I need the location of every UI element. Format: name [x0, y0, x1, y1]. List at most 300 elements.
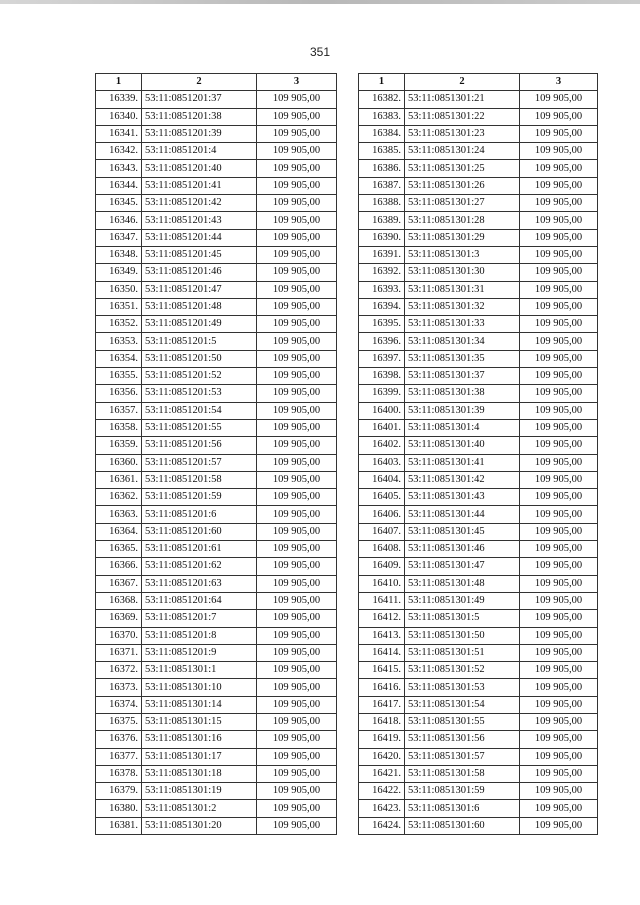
table-row — [96, 91, 337, 108]
table-row — [359, 783, 598, 800]
row-number-cell: 16372. — [96, 662, 142, 679]
left-table — [95, 73, 337, 835]
value-cell: 109 905,00 — [257, 800, 337, 817]
cadastral-number-cell: 53:11:0851201:8 — [142, 627, 257, 644]
row-number-cell: 16351. — [96, 298, 142, 315]
cadastral-number-cell: 53:11:0851301:31 — [405, 281, 520, 298]
row-number-cell: 16346. — [96, 212, 142, 229]
cadastral-number-cell: 53:11:0851301:53 — [405, 679, 520, 696]
cadastral-number-cell: 53:11:0851301:14 — [142, 696, 257, 713]
table-row — [96, 610, 337, 627]
cadastral-number-cell: 53:11:0851301:24 — [405, 143, 520, 160]
row-number-cell: 16371. — [96, 644, 142, 661]
row-number-cell: 16408. — [359, 541, 405, 558]
cadastral-number-cell: 53:11:0851301:35 — [405, 350, 520, 367]
row-number-cell: 16402. — [359, 437, 405, 454]
value-cell: 109 905,00 — [520, 454, 598, 471]
value-cell: 109 905,00 — [257, 575, 337, 592]
cadastral-number-cell: 53:11:0851201:46 — [142, 264, 257, 281]
table-row — [359, 644, 598, 661]
value-cell: 109 905,00 — [257, 229, 337, 246]
row-number-cell: 16411. — [359, 592, 405, 609]
value-cell: 109 905,00 — [257, 125, 337, 142]
row-number-cell: 16415. — [359, 662, 405, 679]
row-number-cell: 16382. — [359, 91, 405, 108]
table-row — [96, 125, 337, 142]
table-row — [359, 817, 598, 834]
row-number-cell: 16406. — [359, 506, 405, 523]
row-number-cell: 16356. — [96, 385, 142, 402]
cadastral-number-cell: 53:11:0851201:37 — [142, 91, 257, 108]
table-row — [359, 298, 598, 315]
cadastral-number-cell: 53:11:0851201:62 — [142, 558, 257, 575]
row-number-cell: 16352. — [96, 316, 142, 333]
cadastral-number-cell: 53:11:0851301:42 — [405, 471, 520, 488]
value-cell: 109 905,00 — [520, 385, 598, 402]
table-row — [359, 800, 598, 817]
cadastral-number-cell: 53:11:0851301:21 — [405, 91, 520, 108]
table-row — [359, 575, 598, 592]
value-cell: 109 905,00 — [257, 662, 337, 679]
value-cell: 109 905,00 — [257, 713, 337, 730]
row-number-cell: 16358. — [96, 419, 142, 436]
row-number-cell: 16353. — [96, 333, 142, 350]
value-cell: 109 905,00 — [257, 402, 337, 419]
cadastral-number-cell: 53:11:0851301:60 — [405, 817, 520, 834]
table-row — [96, 713, 337, 730]
value-cell: 109 905,00 — [520, 419, 598, 436]
row-number-cell: 16340. — [96, 108, 142, 125]
value-cell: 109 905,00 — [257, 644, 337, 661]
cadastral-number-cell: 53:11:0851201:64 — [142, 592, 257, 609]
table-row — [96, 281, 337, 298]
cadastral-number-cell: 53:11:0851201:43 — [142, 212, 257, 229]
table-row — [96, 558, 337, 575]
value-cell: 109 905,00 — [257, 177, 337, 194]
value-cell: 109 905,00 — [520, 506, 598, 523]
value-cell: 109 905,00 — [520, 108, 598, 125]
cadastral-number-cell: 53:11:0851301:43 — [405, 489, 520, 506]
cadastral-number-cell: 53:11:0851201:63 — [142, 575, 257, 592]
value-cell: 109 905,00 — [257, 817, 337, 834]
cadastral-number-cell: 53:11:0851201:4 — [142, 143, 257, 160]
value-cell: 109 905,00 — [257, 592, 337, 609]
cadastral-number-cell: 53:11:0851301:3 — [405, 246, 520, 263]
row-number-cell: 16412. — [359, 610, 405, 627]
cadastral-number-cell: 53:11:0851301:2 — [142, 800, 257, 817]
row-number-cell: 16364. — [96, 523, 142, 540]
right-table — [358, 73, 598, 835]
cadastral-number-cell: 53:11:0851201:47 — [142, 281, 257, 298]
cadastral-number-cell: 53:11:0851201:50 — [142, 350, 257, 367]
cadastral-number-cell: 53:11:0851201:45 — [142, 246, 257, 263]
table-row — [359, 160, 598, 177]
cadastral-number-cell: 53:11:0851301:57 — [405, 748, 520, 765]
table-row — [96, 454, 337, 471]
table-row — [359, 662, 598, 679]
row-number-cell: 16389. — [359, 212, 405, 229]
table-row — [359, 212, 598, 229]
table-row — [359, 91, 598, 108]
table-row — [96, 662, 337, 679]
cadastral-number-cell: 53:11:0851201:48 — [142, 298, 257, 315]
value-cell: 109 905,00 — [257, 506, 337, 523]
cadastral-number-cell: 53:11:0851201:54 — [142, 402, 257, 419]
cadastral-number-cell: 53:11:0851301:52 — [405, 662, 520, 679]
row-number-cell: 16420. — [359, 748, 405, 765]
cadastral-number-cell: 53:11:0851201:40 — [142, 160, 257, 177]
cadastral-number-cell: 53:11:0851301:17 — [142, 748, 257, 765]
value-cell: 109 905,00 — [520, 264, 598, 281]
value-cell: 109 905,00 — [520, 350, 598, 367]
cadastral-number-cell: 53:11:0851301:32 — [405, 298, 520, 315]
cadastral-number-cell: 53:11:0851201:52 — [142, 368, 257, 385]
table-row — [359, 281, 598, 298]
column-header: 2 — [405, 74, 520, 91]
row-number-cell: 16344. — [96, 177, 142, 194]
row-number-cell: 16417. — [359, 696, 405, 713]
table-row — [359, 316, 598, 333]
row-number-cell: 16409. — [359, 558, 405, 575]
row-number-cell: 16392. — [359, 264, 405, 281]
row-number-cell: 16404. — [359, 471, 405, 488]
row-number-cell: 16349. — [96, 264, 142, 281]
table-row — [359, 489, 598, 506]
table-row — [359, 696, 598, 713]
row-number-cell: 16413. — [359, 627, 405, 644]
table-row — [359, 558, 598, 575]
cadastral-number-cell: 53:11:0851301:41 — [405, 454, 520, 471]
cadastral-number-cell: 53:11:0851201:49 — [142, 316, 257, 333]
row-number-cell: 16387. — [359, 177, 405, 194]
value-cell: 109 905,00 — [520, 368, 598, 385]
row-number-cell: 16393. — [359, 281, 405, 298]
column-header: 3 — [257, 74, 337, 91]
table-row — [359, 523, 598, 540]
table-row — [359, 541, 598, 558]
row-number-cell: 16400. — [359, 402, 405, 419]
value-cell: 109 905,00 — [257, 108, 337, 125]
cadastral-number-cell: 53:11:0851301:34 — [405, 333, 520, 350]
value-cell: 109 905,00 — [257, 350, 337, 367]
value-cell: 109 905,00 — [520, 471, 598, 488]
cadastral-number-cell: 53:11:0851201:61 — [142, 541, 257, 558]
cadastral-number-cell: 53:11:0851301:27 — [405, 195, 520, 212]
row-number-cell: 16390. — [359, 229, 405, 246]
row-number-cell: 16347. — [96, 229, 142, 246]
cadastral-number-cell: 53:11:0851301:51 — [405, 644, 520, 661]
value-cell: 109 905,00 — [257, 281, 337, 298]
cadastral-number-cell: 53:11:0851201:60 — [142, 523, 257, 540]
table-row — [96, 627, 337, 644]
value-cell: 109 905,00 — [257, 195, 337, 212]
table-row — [359, 195, 598, 212]
table-row — [96, 679, 337, 696]
value-cell: 109 905,00 — [257, 212, 337, 229]
scan-edge-line — [0, 0, 640, 4]
cadastral-number-cell: 53:11:0851301:37 — [405, 368, 520, 385]
value-cell: 109 905,00 — [520, 489, 598, 506]
table-row — [96, 696, 337, 713]
cadastral-number-cell: 53:11:0851301:4 — [405, 419, 520, 436]
table-row — [96, 471, 337, 488]
cadastral-number-cell: 53:11:0851201:53 — [142, 385, 257, 402]
value-cell: 109 905,00 — [520, 402, 598, 419]
table-row — [96, 229, 337, 246]
value-cell: 109 905,00 — [257, 610, 337, 627]
value-cell: 109 905,00 — [257, 765, 337, 782]
row-number-cell: 16339. — [96, 91, 142, 108]
table-row — [359, 610, 598, 627]
row-number-cell: 16424. — [359, 817, 405, 834]
cadastral-number-cell: 53:11:0851301:15 — [142, 713, 257, 730]
header-row — [96, 74, 337, 91]
table-row — [96, 419, 337, 436]
value-cell: 109 905,00 — [257, 437, 337, 454]
row-number-cell: 16348. — [96, 246, 142, 263]
cadastral-number-cell: 53:11:0851301:26 — [405, 177, 520, 194]
table-row — [96, 575, 337, 592]
row-number-cell: 16418. — [359, 713, 405, 730]
cadastral-number-cell: 53:11:0851301:44 — [405, 506, 520, 523]
table-row — [96, 350, 337, 367]
table-row — [359, 177, 598, 194]
cadastral-number-cell: 53:11:0851301:29 — [405, 229, 520, 246]
value-cell: 109 905,00 — [520, 575, 598, 592]
value-cell: 109 905,00 — [520, 541, 598, 558]
value-cell: 109 905,00 — [257, 523, 337, 540]
page-number: 351 — [309, 45, 331, 59]
row-number-cell: 16407. — [359, 523, 405, 540]
row-number-cell: 16403. — [359, 454, 405, 471]
cadastral-number-cell: 53:11:0851301:6 — [405, 800, 520, 817]
value-cell: 109 905,00 — [257, 558, 337, 575]
table-row — [359, 108, 598, 125]
row-number-cell: 16388. — [359, 195, 405, 212]
value-cell: 109 905,00 — [520, 696, 598, 713]
value-cell: 109 905,00 — [520, 246, 598, 263]
value-cell: 109 905,00 — [257, 385, 337, 402]
row-number-cell: 16421. — [359, 765, 405, 782]
value-cell: 109 905,00 — [257, 731, 337, 748]
table-row — [359, 419, 598, 436]
row-number-cell: 16396. — [359, 333, 405, 350]
table-row — [359, 713, 598, 730]
table-row — [96, 437, 337, 454]
cadastral-number-cell: 53:11:0851301:18 — [142, 765, 257, 782]
table-row — [96, 765, 337, 782]
table-row — [96, 541, 337, 558]
row-number-cell: 16405. — [359, 489, 405, 506]
value-cell: 109 905,00 — [257, 471, 337, 488]
value-cell: 109 905,00 — [520, 437, 598, 454]
row-number-cell: 16422. — [359, 783, 405, 800]
table-row — [96, 783, 337, 800]
row-number-cell: 16360. — [96, 454, 142, 471]
row-number-cell: 16378. — [96, 765, 142, 782]
cadastral-number-cell: 53:11:0851301:40 — [405, 437, 520, 454]
table-row — [96, 298, 337, 315]
value-cell: 109 905,00 — [520, 160, 598, 177]
table-row — [96, 264, 337, 281]
value-cell: 109 905,00 — [520, 765, 598, 782]
table-row — [359, 627, 598, 644]
cadastral-number-cell: 53:11:0851301:39 — [405, 402, 520, 419]
value-cell: 109 905,00 — [520, 281, 598, 298]
row-number-cell: 16362. — [96, 489, 142, 506]
row-number-cell: 16375. — [96, 713, 142, 730]
row-number-cell: 16419. — [359, 731, 405, 748]
table-row — [359, 125, 598, 142]
row-number-cell: 16397. — [359, 350, 405, 367]
table-row — [359, 748, 598, 765]
table-row — [96, 160, 337, 177]
row-number-cell: 16357. — [96, 402, 142, 419]
cadastral-number-cell: 53:11:0851301:46 — [405, 541, 520, 558]
table-row — [359, 229, 598, 246]
cadastral-number-cell: 53:11:0851301:58 — [405, 765, 520, 782]
value-cell: 109 905,00 — [520, 800, 598, 817]
row-number-cell: 16363. — [96, 506, 142, 523]
row-number-cell: 16345. — [96, 195, 142, 212]
cadastral-number-cell: 53:11:0851201:44 — [142, 229, 257, 246]
column-header: 1 — [96, 74, 142, 91]
row-number-cell: 16368. — [96, 592, 142, 609]
cadastral-number-cell: 53:11:0851201:39 — [142, 125, 257, 142]
row-number-cell: 16373. — [96, 679, 142, 696]
table-row — [96, 368, 337, 385]
cadastral-number-cell: 53:11:0851301:54 — [405, 696, 520, 713]
cadastral-number-cell: 53:11:0851301:38 — [405, 385, 520, 402]
value-cell: 109 905,00 — [520, 558, 598, 575]
table-row — [359, 143, 598, 160]
value-cell: 109 905,00 — [520, 523, 598, 540]
row-number-cell: 16366. — [96, 558, 142, 575]
row-number-cell: 16377. — [96, 748, 142, 765]
value-cell: 109 905,00 — [520, 679, 598, 696]
row-number-cell: 16383. — [359, 108, 405, 125]
value-cell: 109 905,00 — [520, 91, 598, 108]
row-number-cell: 16385. — [359, 143, 405, 160]
row-number-cell: 16374. — [96, 696, 142, 713]
value-cell: 109 905,00 — [257, 627, 337, 644]
value-cell: 109 905,00 — [257, 160, 337, 177]
cadastral-number-cell: 53:11:0851301:33 — [405, 316, 520, 333]
table-row — [359, 731, 598, 748]
value-cell: 109 905,00 — [257, 143, 337, 160]
table-row — [359, 679, 598, 696]
row-number-cell: 16354. — [96, 350, 142, 367]
cadastral-number-cell: 53:11:0851201:55 — [142, 419, 257, 436]
row-number-cell: 16367. — [96, 575, 142, 592]
table-row — [96, 246, 337, 263]
cadastral-number-cell: 53:11:0851201:7 — [142, 610, 257, 627]
row-number-cell: 16414. — [359, 644, 405, 661]
row-number-cell: 16380. — [96, 800, 142, 817]
cadastral-number-cell: 53:11:0851301:20 — [142, 817, 257, 834]
table-row — [96, 817, 337, 834]
table-row — [359, 385, 598, 402]
cadastral-number-cell: 53:11:0851201:57 — [142, 454, 257, 471]
cadastral-number-cell: 53:11:0851301:1 — [142, 662, 257, 679]
table-row — [96, 402, 337, 419]
value-cell: 109 905,00 — [520, 783, 598, 800]
row-number-cell: 16341. — [96, 125, 142, 142]
table-row — [96, 523, 337, 540]
value-cell: 109 905,00 — [257, 298, 337, 315]
column-header: 2 — [142, 74, 257, 91]
row-number-cell: 16423. — [359, 800, 405, 817]
value-cell: 109 905,00 — [257, 316, 337, 333]
cadastral-number-cell: 53:11:0851201:41 — [142, 177, 257, 194]
table-row — [96, 143, 337, 160]
value-cell: 109 905,00 — [257, 419, 337, 436]
cadastral-number-cell: 53:11:0851301:59 — [405, 783, 520, 800]
value-cell: 109 905,00 — [257, 783, 337, 800]
cadastral-number-cell: 53:11:0851201:38 — [142, 108, 257, 125]
table-row — [359, 592, 598, 609]
cadastral-number-cell: 53:11:0851301:30 — [405, 264, 520, 281]
cadastral-number-cell: 53:11:0851201:9 — [142, 644, 257, 661]
cadastral-number-cell: 53:11:0851201:6 — [142, 506, 257, 523]
cadastral-number-cell: 53:11:0851201:58 — [142, 471, 257, 488]
value-cell: 109 905,00 — [257, 489, 337, 506]
value-cell: 109 905,00 — [520, 125, 598, 142]
value-cell: 109 905,00 — [520, 662, 598, 679]
value-cell: 109 905,00 — [520, 731, 598, 748]
header-row — [359, 74, 598, 91]
value-cell: 109 905,00 — [520, 195, 598, 212]
value-cell: 109 905,00 — [520, 592, 598, 609]
table-row — [359, 264, 598, 281]
value-cell: 109 905,00 — [257, 748, 337, 765]
row-number-cell: 16355. — [96, 368, 142, 385]
value-cell: 109 905,00 — [257, 368, 337, 385]
column-header: 3 — [520, 74, 598, 91]
row-number-cell: 16376. — [96, 731, 142, 748]
row-number-cell: 16350. — [96, 281, 142, 298]
table-row — [96, 195, 337, 212]
value-cell: 109 905,00 — [520, 333, 598, 350]
cadastral-number-cell: 53:11:0851301:5 — [405, 610, 520, 627]
value-cell: 109 905,00 — [520, 212, 598, 229]
cadastral-number-cell: 53:11:0851301:19 — [142, 783, 257, 800]
row-number-cell: 16342. — [96, 143, 142, 160]
cadastral-number-cell: 53:11:0851201:42 — [142, 195, 257, 212]
table-row — [359, 765, 598, 782]
table-row — [96, 177, 337, 194]
table-row — [96, 316, 337, 333]
cadastral-number-cell: 53:11:0851301:56 — [405, 731, 520, 748]
row-number-cell: 16359. — [96, 437, 142, 454]
value-cell: 109 905,00 — [257, 541, 337, 558]
row-number-cell: 16384. — [359, 125, 405, 142]
table-row — [359, 471, 598, 488]
cadastral-number-cell: 53:11:0851301:49 — [405, 592, 520, 609]
table-row — [359, 454, 598, 471]
cadastral-number-cell: 53:11:0851301:47 — [405, 558, 520, 575]
left-table-body — [96, 91, 337, 835]
value-cell: 109 905,00 — [520, 177, 598, 194]
value-cell: 109 905,00 — [520, 316, 598, 333]
row-number-cell: 16391. — [359, 246, 405, 263]
value-cell: 109 905,00 — [257, 333, 337, 350]
table-row — [359, 246, 598, 263]
cadastral-number-cell: 53:11:0851301:48 — [405, 575, 520, 592]
cadastral-number-cell: 53:11:0851201:5 — [142, 333, 257, 350]
value-cell: 109 905,00 — [520, 229, 598, 246]
value-cell: 109 905,00 — [257, 454, 337, 471]
